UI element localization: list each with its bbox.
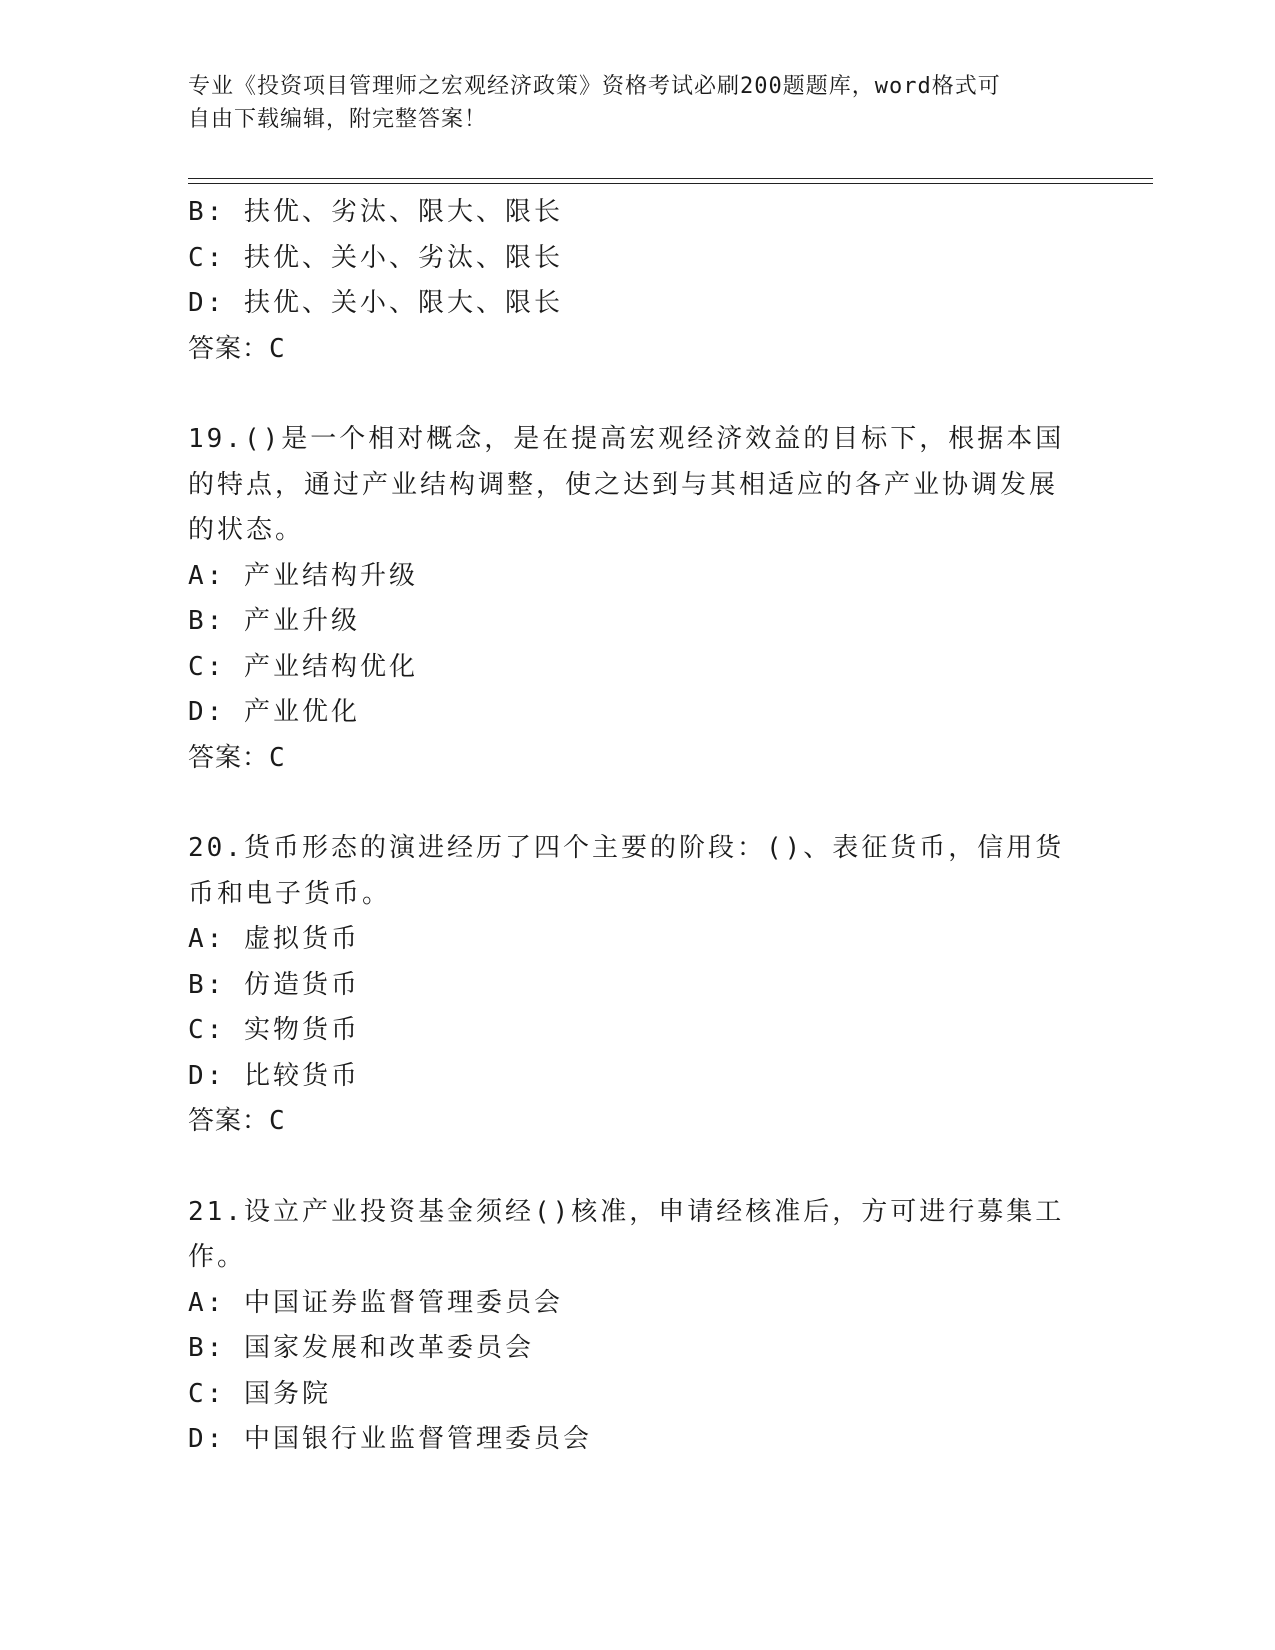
spacer (188, 372, 1078, 417)
option-c: C: 国务院 (188, 1378, 331, 1409)
option-a: A: 虚拟货币 (188, 924, 360, 954)
question-stem: 21.设立产业投资基金须经()核准，申请经核准后，方可进行募集工作。 (188, 1196, 1065, 1272)
question-18 (188, 190, 1078, 372)
option-c: C: 扶优、关小、劣汰、限长 (188, 242, 563, 273)
spacer (188, 1145, 1078, 1190)
question-20 (188, 826, 1078, 1145)
question-stem: 19.()是一个相对概念，是在提高宏观经济效益的目标下，根据本国的特点，通过产业结构调整，使之达到与其相适应的各产业协调发展的状态。 (188, 424, 1065, 545)
option-d: D: 中国银行业监督管理委员会 (188, 1424, 592, 1454)
option-c: C: 实物货币 (188, 1015, 360, 1045)
option-c: C: 产业结构优化 (188, 651, 418, 682)
option-d: D: 扶优、关小、限大、限长 (188, 288, 563, 318)
option-b: B: 产业升级 (188, 606, 360, 636)
answer: 答案：C (188, 1106, 286, 1136)
option-d: D: 比较货币 (188, 1060, 360, 1091)
question-stem: 20.货币形态的演进经历了四个主要的阶段：()、表征货币，信用货币和电子货币。 (188, 833, 1065, 909)
header-rule-bottom (188, 183, 1153, 184)
header-line-1: 专业《投资项目管理师之宏观经济政策》资格考试必刷200题题库，word格式可 (188, 74, 1001, 99)
option-a: A: 产业结构升级 (188, 560, 418, 591)
spacer (188, 781, 1078, 826)
question-21 (188, 1190, 1078, 1463)
header-rule-top (188, 178, 1153, 179)
option-a: A: 中国证券监督管理委员会 (188, 1287, 563, 1318)
option-b: B: 扶优、劣汰、限大、限长 (188, 197, 563, 227)
option-b: B: 国家发展和改革委员会 (188, 1333, 534, 1363)
option-b: B: 仿造货币 (188, 969, 360, 1000)
header-line-2: 自由下载编辑，附完整答案！ (188, 107, 488, 132)
answer: 答案：C (188, 333, 286, 364)
option-d: D: 产业优化 (188, 697, 360, 727)
document-header (188, 70, 1068, 136)
question-list (188, 190, 1078, 1463)
question-19 (188, 417, 1078, 781)
answer: 答案：C (188, 742, 286, 773)
